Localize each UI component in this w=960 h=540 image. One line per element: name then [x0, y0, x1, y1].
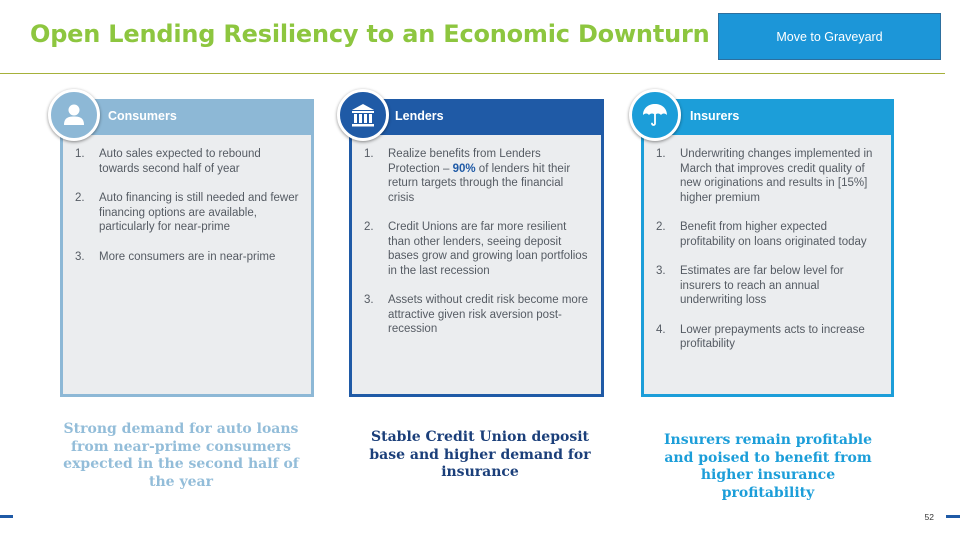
footer-rule-left	[0, 515, 13, 518]
list-item	[656, 323, 881, 352]
list-item	[364, 293, 591, 337]
lenders-card-body	[349, 132, 604, 397]
list-item	[364, 220, 591, 278]
list-item-number: 2.	[364, 221, 374, 233]
list-item-number: 1.	[364, 148, 374, 160]
list-item-number: 1.	[75, 148, 85, 160]
list-item	[364, 147, 591, 205]
list-item-number: 4.	[656, 323, 666, 336]
list-item	[75, 250, 301, 265]
list-item-text: More consumers are in near-prime	[99, 250, 276, 263]
list-item-text: Credit Unions are far more resilient than other lenders, seeing deposit bases grow and growing loan portfolios in the last recession	[388, 221, 588, 277]
insurers-card	[641, 99, 894, 397]
list-item	[656, 147, 881, 205]
list-item-number: 2.	[75, 192, 85, 204]
move-to-graveyard-button[interactable]: Move to Graveyard	[718, 13, 941, 60]
list-item-text: Auto financing is still needed and fewer financing options are available, particularly for near-prime	[99, 192, 299, 233]
consumers-card-body	[60, 132, 314, 397]
list-item-number: 1.	[656, 148, 666, 160]
lenders-list	[352, 135, 601, 337]
list-item-text-after: of lenders hit their return targets through the financial crisis	[388, 162, 571, 204]
umbrella-icon	[629, 89, 681, 141]
list-item-text: Auto sales expected to rebound towards second half of year	[99, 148, 261, 175]
insurers-card-body	[641, 132, 894, 397]
footer-rule-right	[946, 515, 960, 518]
list-item	[656, 220, 881, 249]
list-item-number: 3.	[364, 294, 374, 306]
slide-title: Open Lending Resiliency to an Economic Downturn	[30, 20, 710, 48]
list-item-text: Underwriting changes implemented in March that improves credit quality of new originations and results in [15%] higher premium	[680, 148, 873, 204]
consumers-card	[60, 99, 314, 397]
consumers-summary: Strong demand for auto loans from near-prime consumers expected in the second half of the year	[63, 421, 299, 490]
consumers-list	[63, 135, 311, 264]
list-item-number: 3.	[75, 250, 85, 263]
list-item	[656, 264, 881, 308]
consumers-card-header: Consumers	[60, 99, 314, 132]
list-item-number: 3.	[656, 265, 666, 277]
insurers-card-header: Insurers	[641, 99, 894, 132]
lenders-summary: Stable Credit Union deposit base and higher demand for insurance	[369, 429, 591, 480]
lenders-percent-highlight: 90%	[452, 162, 476, 175]
insurers-summary: Insurers remain profitable and poised to benefit from higher insurance profitability	[664, 432, 872, 501]
list-item	[75, 147, 301, 176]
list-item-text: Estimates are far below level for insurers to reach an annual underwriting loss	[680, 265, 844, 306]
insurers-list	[644, 135, 891, 352]
title-divider	[0, 73, 945, 74]
list-item-text: Benefit from higher expected profitability on loans originated today	[680, 221, 867, 248]
lenders-card	[349, 99, 604, 397]
list-item-text: Lower prepayments acts to increase profitability	[680, 323, 865, 350]
list-item-number: 2.	[656, 221, 666, 233]
list-item-text	[388, 147, 591, 205]
list-item-text-before: Realize benefits from Lenders Protection –	[388, 148, 541, 175]
person-icon	[48, 89, 100, 141]
page-number: 52	[924, 512, 934, 522]
lenders-card-header: Lenders	[349, 99, 604, 132]
bank-icon	[337, 89, 389, 141]
list-item-text: Assets without credit risk become more attractive given risk aversion post-recession	[388, 294, 589, 335]
list-item	[75, 191, 301, 235]
